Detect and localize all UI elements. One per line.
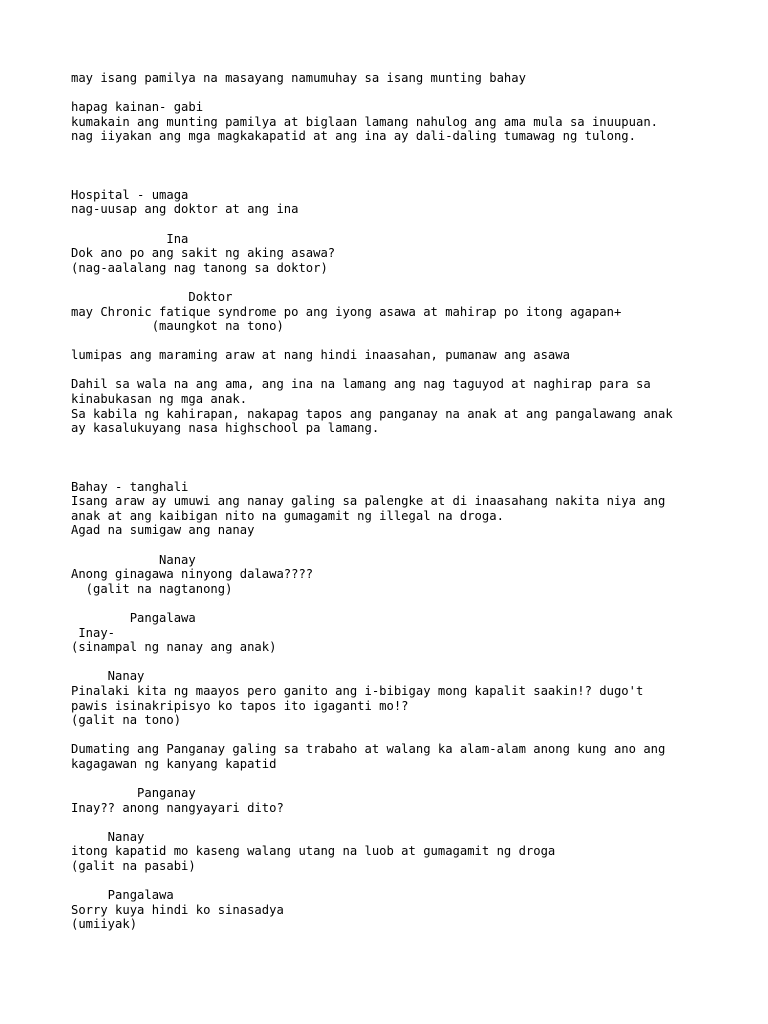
script-line: (sinampal ng nanay ang anak) — [71, 640, 277, 655]
script-line — [71, 450, 711, 465]
script-line: (nag-aalalang nag tanong sa doktor) — [71, 260, 328, 275]
script-line: ay kasalukuyang nasa highschool pa lamang. — [71, 421, 380, 436]
script-line: Dumating ang Panganay galing sa trabaho at walang ka alam-alam anong kung ano ang — [71, 742, 666, 757]
script-line — [71, 596, 711, 611]
script-line: (galit na nagtanong) — [71, 581, 233, 596]
script-line: (galit na tono) — [71, 713, 182, 728]
script-line — [71, 217, 711, 232]
script-line: anak at ang kaibigan nito na gumagamit ng illegal na droga. — [71, 508, 504, 523]
script-line: hapag kainan- gabi — [71, 100, 204, 115]
script-line — [71, 86, 711, 101]
script-line — [71, 144, 711, 159]
script-line: Hospital - umaga — [71, 187, 189, 202]
script-line: kumakain ang munting pamilya at biglaan lamang nahulog ang ama mula sa inuupuan. — [71, 114, 658, 129]
script-line: Agad na sumigaw ang nanay — [71, 523, 255, 538]
script-line: Anong ginagawa ninyong dalawa???? — [71, 567, 314, 582]
script-line: itong kapatid mo kaseng walang utang na luob at gumagamit ng droga — [71, 844, 556, 859]
script-line: Dok ano po ang sakit ng aking asawa? — [71, 246, 336, 261]
script-line: (galit na pasabi) — [71, 859, 196, 874]
script-line: nag iiyakan ang mga magkakapatid at ang ina ay dali-daling tumawag ng tulong. — [71, 129, 636, 144]
script-line: may Chronic fatique syndrome po ang iyong asawa at mahirap po itong agapan+ — [71, 304, 622, 319]
script-line — [71, 728, 711, 743]
script-line — [71, 159, 711, 174]
script-line: pawis isinakripisyo ko tapos ito igaganti mo!? — [71, 698, 409, 713]
script-line: Pangalawa — [71, 888, 174, 903]
script-line — [71, 772, 711, 787]
script-line: Sa kabila ng kahirapan, nakapag tapos ang panganay na anak at ang pangalawang anak — [71, 406, 673, 421]
script-line: kagagawan ng kanyang kapatid — [71, 756, 277, 771]
script-line: nag-uusap ang doktor at ang ina — [71, 202, 299, 217]
script-line: may isang pamilya na masayang namumuhay sa isang munting bahay — [71, 71, 526, 85]
script-line: Pangalawa — [71, 610, 196, 625]
script-line: Ina — [71, 231, 189, 246]
script-document — [71, 71, 711, 932]
script-line: Dahil sa wala na ang ama, ang ina na lamang ang nag taguyod at naghirap para sa — [71, 377, 651, 392]
script-line: lumipas ang maraming araw at nang hindi inaasahan, pumanaw ang asawa — [71, 348, 570, 363]
script-line: Sorry kuya hindi ko sinasadya — [71, 902, 284, 917]
script-line — [71, 173, 711, 188]
script-line — [71, 655, 711, 670]
script-line: (maungkot na tono) — [71, 319, 284, 334]
script-line: Bahay - tanghali — [71, 479, 189, 494]
script-line — [71, 815, 711, 830]
script-line: Nanay — [71, 552, 196, 567]
script-line — [71, 334, 711, 349]
script-line: kinabukasan ng mga anak. — [71, 392, 248, 407]
script-line: Inay- — [71, 625, 116, 640]
script-line: Pinalaki kita ng maayos pero ganito ang i-bibigay mong kapalit saakin!? dugo't — [71, 683, 644, 698]
script-line — [71, 538, 711, 553]
script-line — [71, 465, 711, 480]
script-line — [71, 436, 711, 451]
script-line — [71, 275, 711, 290]
script-line: (umiiyak) — [71, 917, 138, 932]
script-line: Panganay — [71, 786, 196, 801]
script-line — [71, 363, 711, 378]
script-line: Nanay — [71, 829, 145, 844]
script-line: Inay?? anong nangyayari dito? — [71, 800, 284, 815]
script-line — [71, 874, 711, 889]
script-line: Doktor — [71, 289, 233, 304]
script-line: Isang araw ay umuwi ang nanay galing sa palengke at di inaasahang nakita niya ang — [71, 494, 666, 509]
script-line: Nanay — [71, 669, 145, 684]
